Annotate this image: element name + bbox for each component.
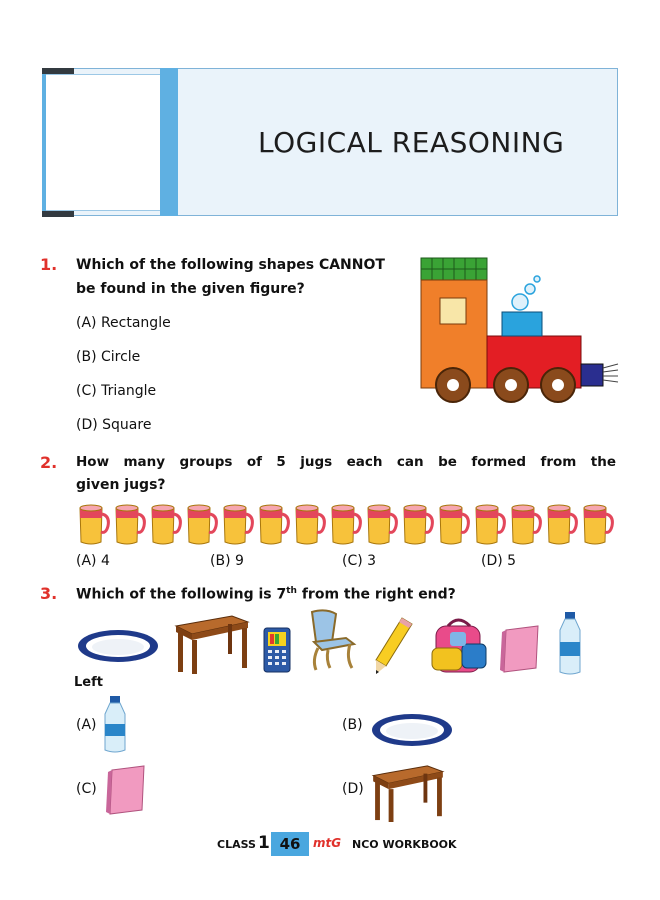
header-blue-stripe: [160, 68, 178, 216]
train-front-lines: [603, 364, 618, 382]
jug-icon: [436, 502, 470, 546]
jugs-row: [76, 502, 616, 546]
footer-book-title: NCO WORKBOOK: [352, 838, 457, 851]
option-b-plate-icon[interactable]: [370, 708, 454, 752]
jug-icon: [76, 502, 110, 546]
table-icon: [172, 612, 252, 674]
question-3-option-c-label[interactable]: (C): [76, 781, 97, 797]
page-title: LOGICAL REASONING: [258, 126, 565, 159]
smoke-bubble-large: [512, 294, 528, 310]
jug-icon: [508, 502, 542, 546]
jug-icon: [112, 502, 146, 546]
water-bottle-icon: [556, 610, 584, 676]
option-c-book-icon[interactable]: [104, 764, 148, 816]
chair-icon: [306, 608, 358, 672]
jug-icon: [580, 502, 614, 546]
plate-icon: [76, 608, 166, 668]
question-3-text: [76, 586, 456, 603]
jug-icon: [220, 502, 254, 546]
pencil-icon: [372, 616, 416, 676]
question-1-option-b[interactable]: (B) Circle: [76, 349, 141, 365]
question-2-option-a[interactable]: (A) 4: [76, 553, 110, 569]
footer-page-number: 46: [271, 832, 309, 856]
question-2-text-line1: How many groups of 5 jugs each can be formed from the: [76, 454, 616, 470]
footer-brand-logo: mtG: [313, 836, 342, 850]
question-3-option-b-label[interactable]: (B): [342, 717, 363, 733]
jug-icon: [400, 502, 434, 546]
train-figure: [416, 250, 626, 410]
header-dark-tab-top: [42, 68, 74, 74]
question-1-option-a[interactable]: (A) Rectangle: [76, 315, 171, 331]
question-2-number: 2.: [40, 453, 58, 472]
jug-icon: [472, 502, 506, 546]
question-3-text-after: from the right end?: [296, 586, 456, 603]
header-white-panel: [46, 74, 160, 211]
question-3-text-before: Which of the following is 7: [76, 586, 287, 603]
header-dark-tab-bottom: [42, 211, 74, 217]
jug-icon: [544, 502, 578, 546]
question-2-option-c[interactable]: (C) 3: [342, 553, 377, 569]
question-3-option-d-label[interactable]: (D): [342, 781, 364, 797]
option-d-table-icon[interactable]: [368, 762, 448, 822]
footer-class-label: CLASS: [217, 838, 256, 851]
jug-icon: [328, 502, 362, 546]
footer-class-number: 1: [258, 833, 270, 853]
train-roof-grid: [421, 258, 487, 280]
question-1-option-c[interactable]: (C) Triangle: [76, 383, 157, 399]
smoke-bubble-medium: [525, 284, 535, 294]
jug-icon: [184, 502, 218, 546]
question-2-text-line2: given jugs?: [76, 477, 166, 493]
train-window: [440, 298, 466, 324]
school-bag-icon: [428, 614, 492, 676]
question-3-number: 3.: [40, 584, 58, 603]
jug-icon: [292, 502, 326, 546]
mobile-phone-icon: [262, 626, 292, 674]
jug-icon: [256, 502, 290, 546]
question-1-text-line2: be found in the given figure?: [76, 281, 305, 297]
train-chimney: [502, 312, 542, 336]
option-a-water-bottle-icon[interactable]: [101, 694, 129, 754]
question-2-option-b[interactable]: (B) 9: [210, 553, 244, 569]
jug-icon: [148, 502, 182, 546]
question-3-superscript: th: [286, 586, 297, 596]
question-1-option-d[interactable]: (D) Square: [76, 417, 152, 433]
train-front-bumper: [581, 364, 603, 386]
jug-icon: [364, 502, 398, 546]
book-icon: [498, 624, 542, 674]
question-3-option-a-label[interactable]: (A): [76, 717, 97, 733]
left-label: Left: [74, 675, 103, 690]
question-1-number: 1.: [40, 255, 58, 274]
question-2-option-d[interactable]: (D) 5: [481, 553, 517, 569]
train-wheels: [436, 368, 575, 402]
question-1-text-line1: Which of the following shapes CANNOT: [76, 257, 385, 273]
smoke-bubble-small: [534, 276, 540, 282]
